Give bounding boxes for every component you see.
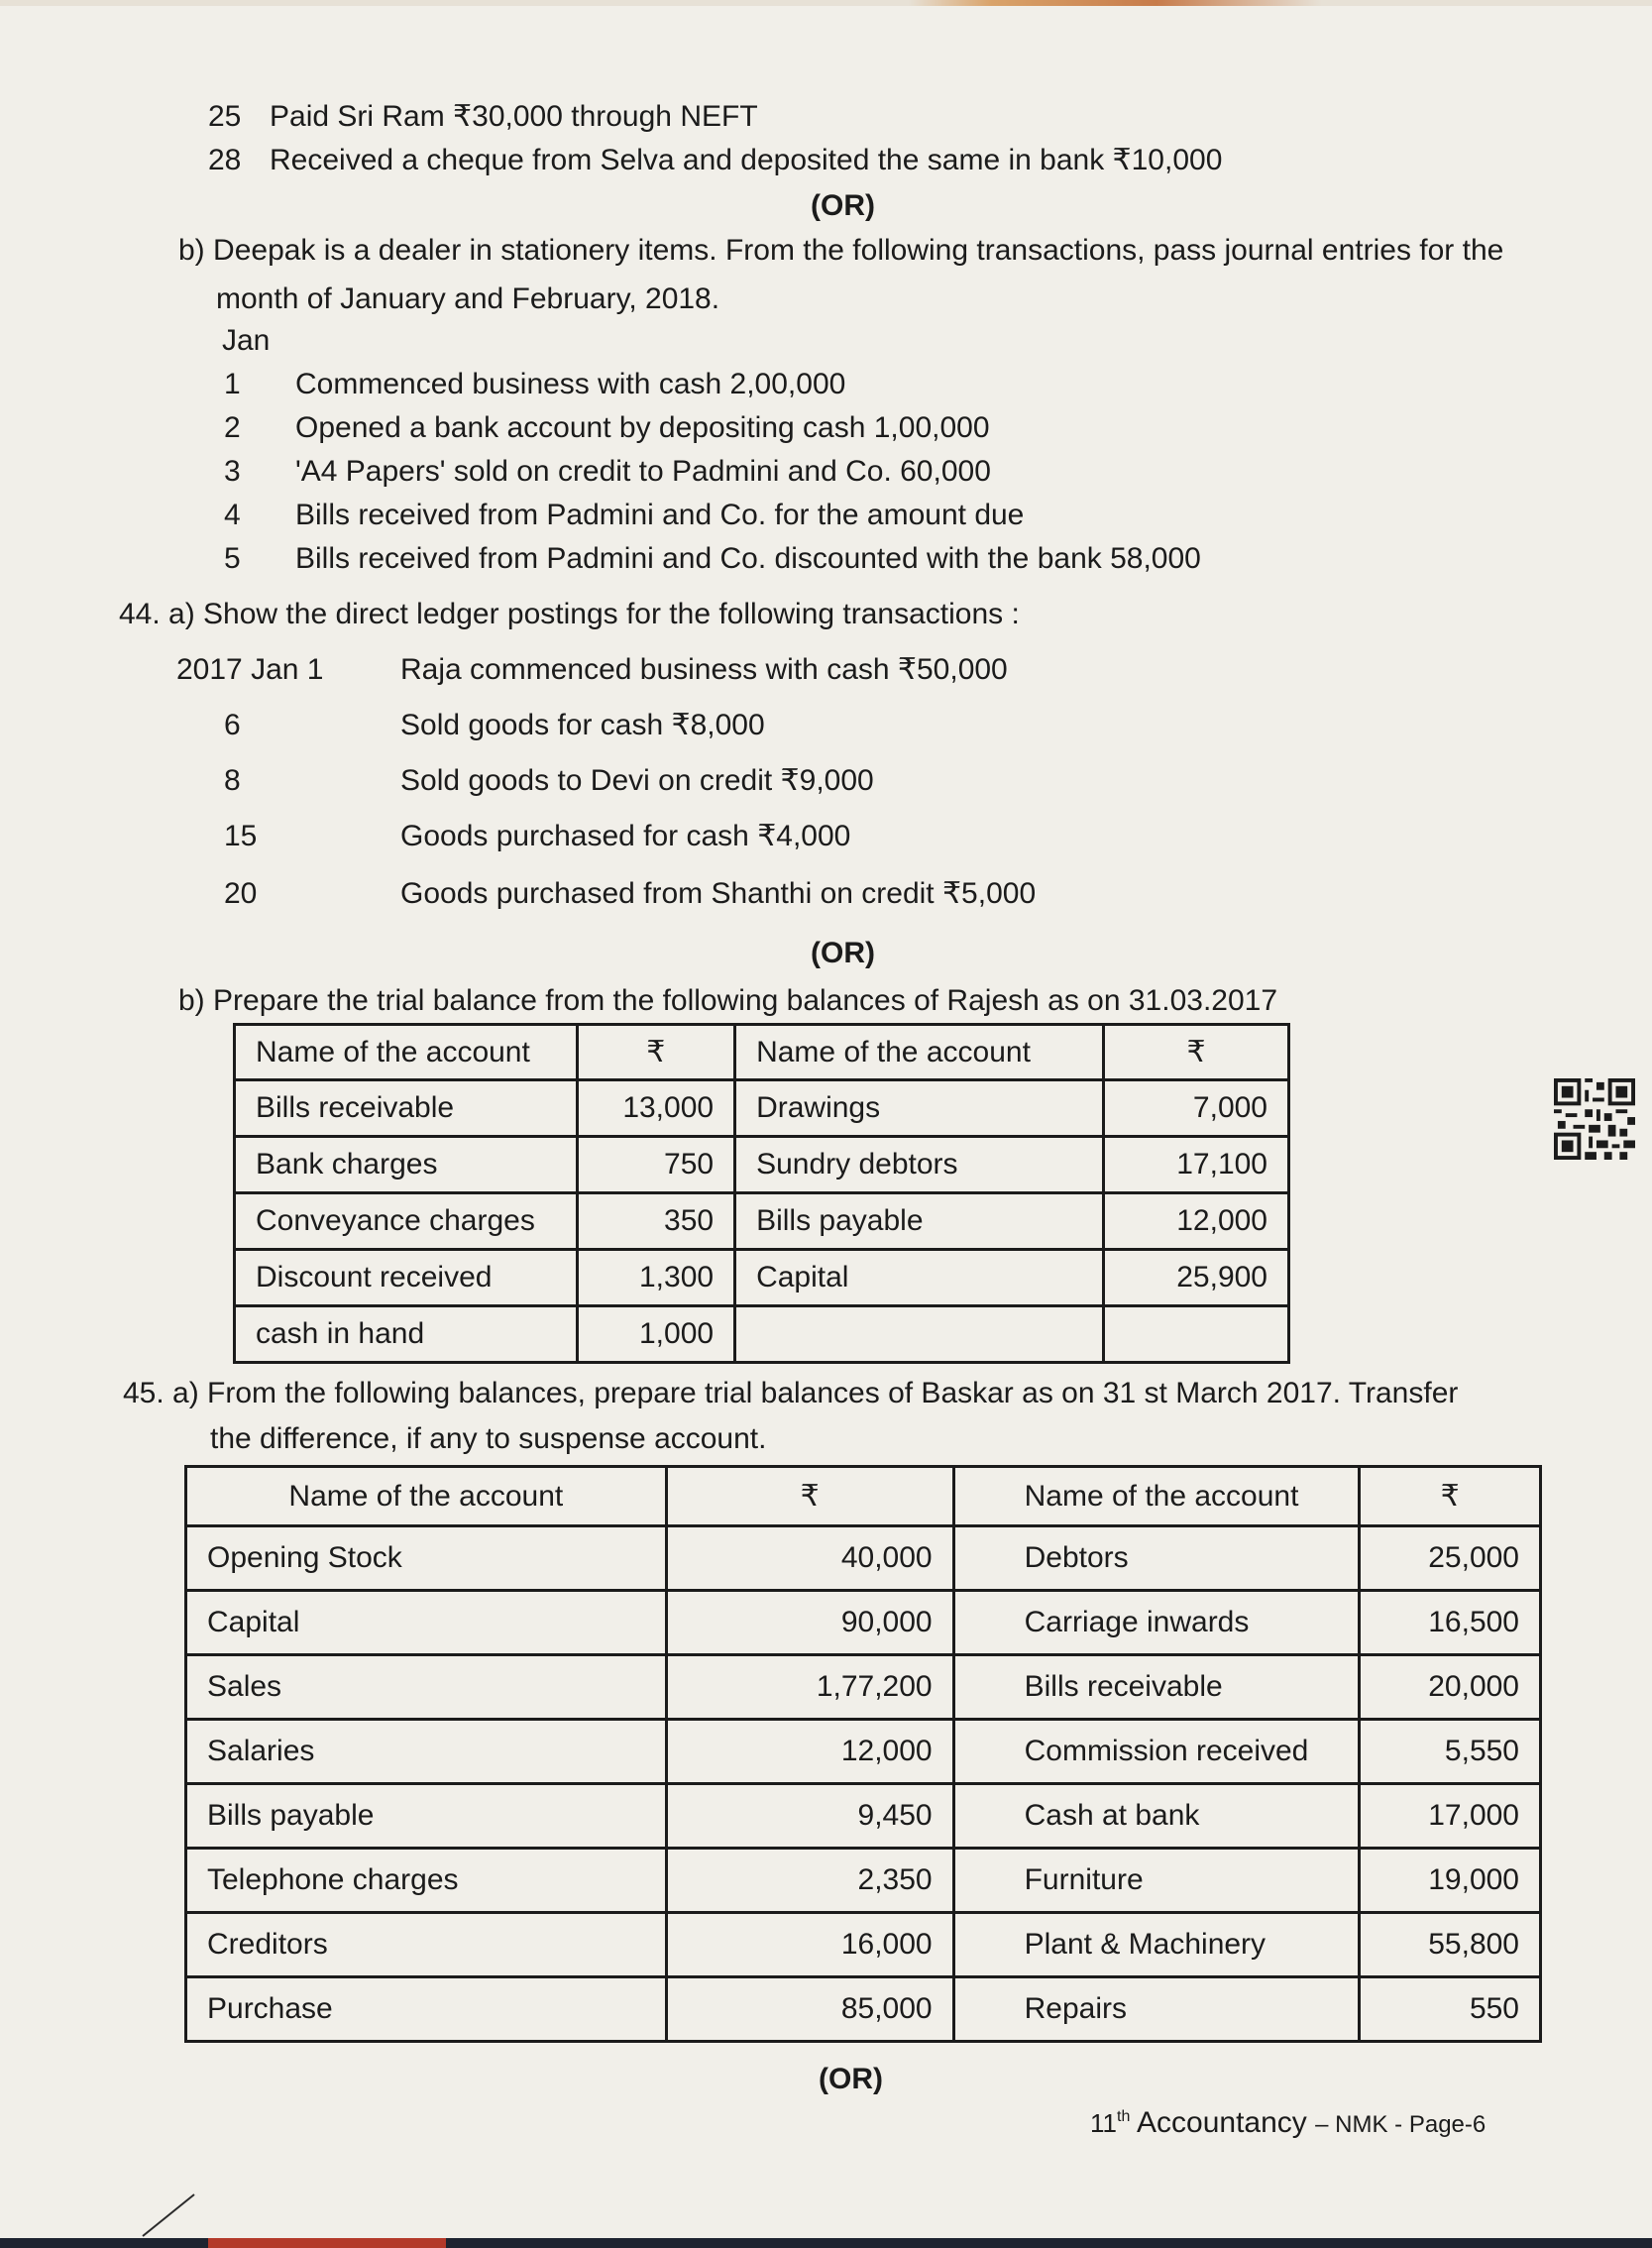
column-header: Name of the account <box>186 1467 667 1526</box>
q44a-row <box>224 763 874 799</box>
account-name: Commission received <box>953 1720 1360 1784</box>
account-name: Sales <box>186 1655 667 1720</box>
item-text: Bills received from Padmini and Co. for the amount due <box>295 499 1025 531</box>
account-name <box>735 1306 1104 1363</box>
transaction-text: Goods purchased for cash ₹4,000 <box>400 820 851 852</box>
table-row <box>186 1720 1541 1784</box>
account-name: Bills payable <box>186 1784 667 1849</box>
table-row <box>235 1193 1289 1250</box>
amount: 17,000 <box>1360 1784 1541 1849</box>
amount: 7,000 <box>1104 1080 1289 1137</box>
date: 2017 Jan 1 <box>176 653 324 686</box>
item-text: 'A4 Papers' sold on credit to Padmini and Co. 60,000 <box>295 455 991 488</box>
footer-code: – NMK - Page-6 <box>1315 2111 1487 2138</box>
table-row <box>186 1655 1541 1720</box>
bottom-edge <box>0 2238 1652 2248</box>
q44a-row <box>224 708 765 743</box>
item-number: 3 <box>224 455 241 488</box>
amount: 19,000 <box>1360 1849 1541 1913</box>
footer-subject: Accountancy <box>1137 2106 1307 2139</box>
or-separator: (OR) <box>811 937 875 969</box>
q44b-heading: b) Prepare the trial balance from the following balances of Rajesh as on 31.03.2017 <box>178 984 1278 1017</box>
q43-line-25 <box>208 99 758 135</box>
table-row <box>235 1137 1289 1193</box>
account-name: Salaries <box>186 1720 667 1784</box>
amount: 85,000 <box>666 1977 953 2042</box>
item-text: Commenced business with cash 2,00,000 <box>295 368 846 400</box>
account-name: Furniture <box>953 1849 1360 1913</box>
q43b-intro-line1 <box>178 233 1503 269</box>
amount: 16,000 <box>666 1913 953 1977</box>
table-row <box>186 1784 1541 1849</box>
amount: 550 <box>1360 1977 1541 2042</box>
account-name: Capital <box>186 1591 667 1655</box>
column-header: Name of the account <box>735 1025 1104 1080</box>
transaction-text: Received a cheque from Selva and deposited the same in bank ₹10,000 <box>270 144 1223 176</box>
table-row <box>186 1913 1541 1977</box>
or-separator: (OR) <box>811 189 875 222</box>
list-item <box>224 410 990 446</box>
amount: 1,000 <box>577 1306 735 1363</box>
account-name: Plant & Machinery <box>953 1913 1360 1977</box>
table-row <box>186 1849 1541 1913</box>
table-row <box>186 1526 1541 1591</box>
account-name: Capital <box>735 1250 1104 1306</box>
item-number: 1 <box>224 368 241 400</box>
account-name: Bank charges <box>235 1137 578 1193</box>
date: 6 <box>224 709 241 741</box>
or-separator: (OR) <box>819 2063 883 2095</box>
amount <box>1104 1306 1289 1363</box>
amount: 17,100 <box>1104 1137 1289 1193</box>
amount: 5,550 <box>1360 1720 1541 1784</box>
date: 25 <box>208 100 242 133</box>
item-text: Opened a bank account by depositing cash 1,00,000 <box>295 411 990 444</box>
q43b-month: Jan <box>222 324 271 357</box>
pen-mark <box>139 2191 198 2240</box>
table-header-row <box>235 1025 1289 1080</box>
amount: 1,77,200 <box>666 1655 953 1720</box>
table-header-row <box>186 1467 1541 1526</box>
account-name: Cash at bank <box>953 1784 1360 1849</box>
column-header: ₹ <box>577 1025 735 1080</box>
q45a-heading-line2: the difference, if any to suspense account. <box>210 1422 767 1455</box>
column-header: Name of the account <box>953 1467 1360 1526</box>
transaction-text: Paid Sri Ram ₹30,000 through NEFT <box>270 100 758 133</box>
account-name: Debtors <box>953 1526 1360 1591</box>
amount: 90,000 <box>666 1591 953 1655</box>
account-name: cash in hand <box>235 1306 578 1363</box>
table-row <box>235 1306 1289 1363</box>
date: 8 <box>224 764 241 797</box>
account-name: Telephone charges <box>186 1849 667 1913</box>
amount: 25,900 <box>1104 1250 1289 1306</box>
list-item <box>224 367 846 402</box>
amount: 13,000 <box>577 1080 735 1137</box>
column-header: ₹ <box>666 1467 953 1526</box>
amount: 16,500 <box>1360 1591 1541 1655</box>
amount: 12,000 <box>1104 1193 1289 1250</box>
transaction-text: Sold goods to Devi on credit ₹9,000 <box>400 764 874 797</box>
table-row <box>235 1080 1289 1137</box>
list-item <box>224 454 991 490</box>
footer-grade-suffix: th <box>1117 2108 1131 2125</box>
column-header: ₹ <box>1360 1467 1541 1526</box>
table-row <box>186 1977 1541 2042</box>
account-name: Sundry debtors <box>735 1137 1104 1193</box>
qr-code-icon <box>1554 1078 1635 1160</box>
account-name: Bills receivable <box>953 1655 1360 1720</box>
item-number: 4 <box>224 499 241 531</box>
intro-text: Deepak is a dealer in stationery items. From the following transactions, pass journal entries for the <box>213 234 1504 267</box>
account-name: Creditors <box>186 1913 667 1977</box>
table-row <box>186 1591 1541 1655</box>
q44b-trial-balance-table <box>233 1023 1290 1364</box>
account-name: Carriage inwards <box>953 1591 1360 1655</box>
bottom-edge-accent <box>208 2238 446 2248</box>
account-name: Bills payable <box>735 1193 1104 1250</box>
item-text: Bills received from Padmini and Co. discounted with the bank 58,000 <box>295 542 1201 575</box>
part-label: b) <box>178 234 205 267</box>
q43-line-28 <box>208 143 1223 178</box>
q45a-heading-line1: 45. a) From the following balances, prepare trial balances of Baskar as on 31 st March 2017. Transfer <box>123 1377 1459 1409</box>
q43b-intro-line2: month of January and February, 2018. <box>216 282 720 315</box>
account-name: Purchase <box>186 1977 667 2042</box>
account-name: Drawings <box>735 1080 1104 1137</box>
transaction-text: Goods purchased from Shanthi on credit ₹5,000 <box>400 877 1037 910</box>
amount: 55,800 <box>1360 1913 1541 1977</box>
page-footer <box>1090 2099 1486 2143</box>
date: 28 <box>208 144 242 176</box>
transaction-text: Raja commenced business with cash ₹50,000 <box>400 653 1008 686</box>
q45a-trial-balance-table <box>184 1465 1542 2043</box>
q44a-row <box>176 652 1008 688</box>
amount: 40,000 <box>666 1526 953 1591</box>
amount: 350 <box>577 1193 735 1250</box>
amount: 750 <box>577 1137 735 1193</box>
list-item <box>224 498 1025 533</box>
amount: 2,350 <box>666 1849 953 1913</box>
footer-grade: 11 <box>1090 2108 1117 2138</box>
amount: 9,450 <box>666 1784 953 1849</box>
amount: 20,000 <box>1360 1655 1541 1720</box>
account-name: Bills receivable <box>235 1080 578 1137</box>
list-item <box>224 541 1201 577</box>
amount: 1,300 <box>577 1250 735 1306</box>
date: 20 <box>224 877 258 910</box>
account-name: Opening Stock <box>186 1526 667 1591</box>
account-name: Repairs <box>953 1977 1360 2042</box>
item-number: 5 <box>224 542 241 575</box>
top-edge <box>0 0 1652 6</box>
column-header: Name of the account <box>235 1025 578 1080</box>
transaction-text: Sold goods for cash ₹8,000 <box>400 709 765 741</box>
q44a-row <box>224 819 851 854</box>
item-number: 2 <box>224 411 241 444</box>
account-name: Discount received <box>235 1250 578 1306</box>
column-header: ₹ <box>1104 1025 1289 1080</box>
amount: 12,000 <box>666 1720 953 1784</box>
account-name: Conveyance charges <box>235 1193 578 1250</box>
amount: 25,000 <box>1360 1526 1541 1591</box>
q44a-row <box>224 876 1037 912</box>
date: 15 <box>224 820 258 852</box>
table-row <box>235 1250 1289 1306</box>
q44a-heading: 44. a) Show the direct ledger postings for the following transactions : <box>119 598 1020 630</box>
